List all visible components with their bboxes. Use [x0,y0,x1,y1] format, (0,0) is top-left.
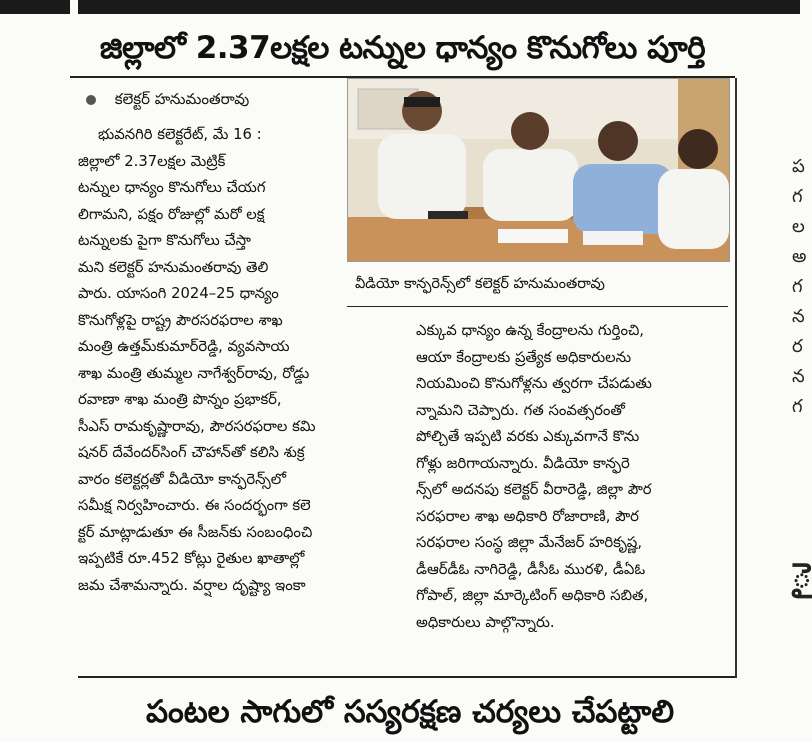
edge-glyph-icon: ప [792,156,805,177]
edge-glyph-icon: ై [792,556,812,596]
edge-glyph-icon: ల [792,216,805,237]
text-line: పోల్చితే ఇప్పటి వరకు ఎక్కువగానే కొను [416,428,640,445]
top-black-strip [0,0,800,14]
text-line: షనర్ దేవేందర్‌సింగ్ చౌహాన్‌తో కలిసి శుక్ర [78,444,305,461]
right-column-text [416,318,734,636]
caption-rule [347,306,728,307]
edge-glyph-icon: అ [792,246,807,267]
bullet-dot-icon [86,95,96,105]
text-line: శాఖ మంత్రి తుమ్మల నాగేశ్వర్‌రావు, రోడ్డు [78,364,310,382]
meeting-photo-icon [348,79,729,261]
text-line: నియమించి కొనుగోళ్లను త్వరగా చేపడుతు [416,375,652,392]
edge-glyph-icon: గ [792,396,803,417]
text-line: గోపాల్, జిల్లా మార్కెటింగ్ అధికారి సబిత, [416,587,649,604]
text-line: న్స్‌లో అదనపు కలెక్టర్ వీరారెడ్డి, జిల్లా పౌర [416,481,652,498]
byline [86,86,346,112]
text-line: టన్నులకు పైగా కొనుగోలు చేస్తా [78,232,251,249]
text-line: లిగామని, పక్షం రోజుల్లో మరో లక్ష [78,205,265,223]
text-line: మంత్రి ఉత్తమ్‌కుమార్‌రెడ్డి, వ్యవసాయ [78,338,290,355]
photo-caption: వీడియో కాన్ఫరెన్స్‌లో కలెక్టర్ హనుమంతరావు [355,276,605,292]
edge-glyph-icon: న [792,366,805,387]
text-line: గోళ్లు జరిగాయన్నారు. వీడియో కాన్ఫరె [416,454,630,472]
text-line: మని కలెక్టర్ హనుమంతరావు తెలి [78,258,269,276]
text-line: పారు. యాసంగి 2024–25 ధాన్యం [78,285,279,302]
edge-glyph-icon: న [792,306,805,327]
text-line: సమీక్ష నిర్వహించారు. ఈ సందర్భంగా కలె [78,497,311,514]
text-line: టన్నుల ధాన్యం కొనుగోలు చేయగ [78,179,266,196]
news-photo [347,78,730,262]
edge-glyph-icon: గ [792,186,803,207]
article-bottom-rule [78,676,735,678]
text-line: జిల్లాలో 2.37లక్షల మెట్రిక్ [78,152,226,170]
text-line: రవాణా శాఖ మంత్రి పొన్నం ప్రభాకర్, [78,391,282,408]
text-line: ఇప్పటికే రూ.452 కోట్లు రైతుల ఖాతాల్లో [78,550,305,567]
text-line: భువనగిరి కలెక్టరేట్, మే 16 : [98,126,262,143]
bottom-headline: పంటల సాగులో సస్యరక్షణ చర్యలు చేపట్టాలి [145,694,675,730]
text-line: క్టర్ మాట్లాడుతూ ఈ సీజన్‌కు సంబంధించి [78,523,313,541]
column-divider [735,78,737,678]
text-line: అధికారులు పాల్గొన్నారు. [416,613,555,631]
text-line: డీఆర్‌డీఓ నాగిరెడ్డి, డీసీఓ మురళి, డీఏఓ [416,560,646,578]
text-line: సరఫరాల సంస్థ జిల్లా మేనేజర్ హరికృష్ణ, [416,534,643,551]
text-line: జమ చేశామన్నారు. వర్షాల దృష్ట్యా ఇంకా [78,576,306,594]
edge-glyph-icon: ర [792,336,803,357]
headline: జిల్లాలో 2.37లక్షల టన్నుల ధాన్యం కొనుగోలు పూర్తి [99,30,706,66]
text-line: న్నామని చెప్పారు. గత సంవత్సరంతో [416,401,625,419]
text-line: కొనుగోళ్లపై రాష్ట్ర పౌరసరఫరాల శాఖ [78,311,283,329]
text-line: ఆయా కేంద్రాలకు ప్రత్యేక అధికారులను [416,348,632,366]
edge-glyph-icon: గ [792,276,803,297]
text-line: సీఎస్ రామకృష్ణారావు, పౌరసరఫరాల కమి [78,417,316,435]
text-line: సరఫరాల శాఖ అధికారి రోజారాణి, పౌర [416,507,639,525]
adjacent-article-edge [738,78,812,678]
top-strip-gap [70,0,78,14]
text-line: వారం కలెక్టర్లతో వీడియో కాన్ఫరెన్స్‌లో [78,470,287,488]
text-line: ఎక్కువ ధాన్యం ఉన్న కేంద్రాలను గుర్తించి, [416,322,644,339]
byline-text: కలెక్టర్ హనుమంతరావు [114,90,250,108]
